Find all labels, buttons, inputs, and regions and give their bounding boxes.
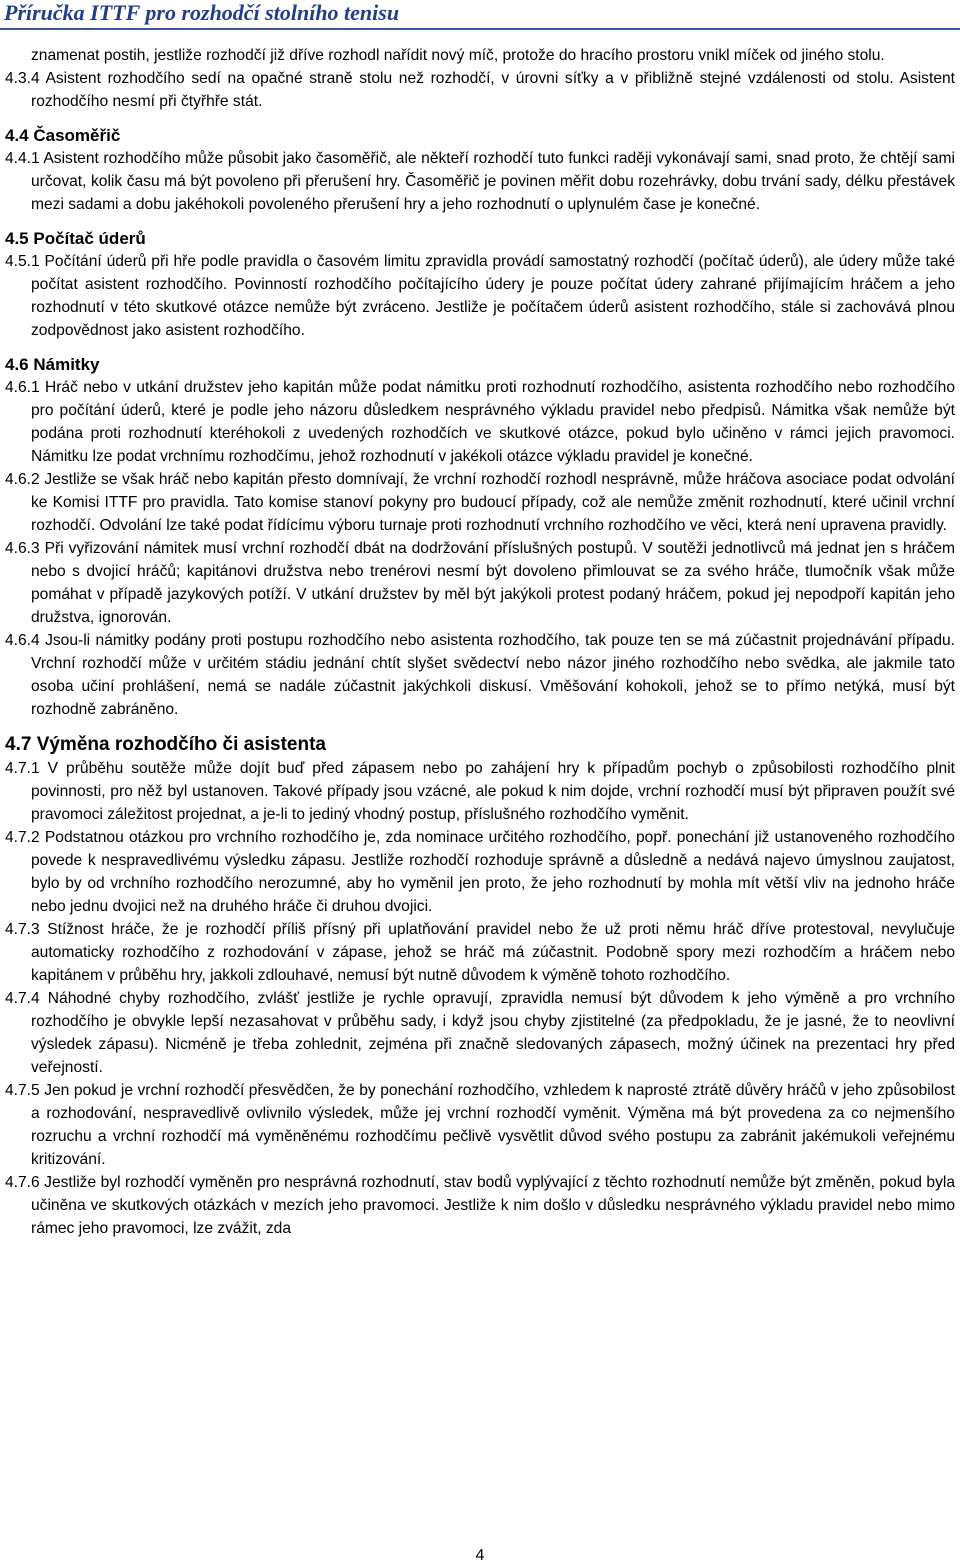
section-gap xyxy=(5,721,955,733)
paragraph: 4.7.1 V průběhu soutěže může dojít buď před zápasem nebo po zahájení hry k případům pochyb o způsobilosti rozhodčího plnit povinnosti, pro něž byl ustanoven. Takové případy jsou vzácné, ale pokud k nim dojde, vrchní rozhodčí musí být připraven použít své pravomoci záležitost projednat, a je-li to jediný vhodný postup, příslušného rozhodčího vyměnit. xyxy=(5,760,955,823)
paragraph: 4.7.2 Podstatnou otázkou pro vrchního rozhodčího je, zda nominace určitého rozhodčího, popř. ponechání již ustanoveného rozhodčího povede k nespravedlivému výsledku zápasu. Jestliže rozhodčí rozhoduje správně a důsledně a nedává najevo úmyslnou zaujatost, bylo by od vrchního rozhodčího nerozumné, aby ho vyměnil jen proto, že jeho rozhodnutí by mohla mít větší vliv na jednoho hráče nebo jednu dvojici než na druhého hráče či druhou dvojici. xyxy=(5,829,955,915)
paragraph: 4.6.1 Hráč nebo v utkání družstev jeho kapitán může podat námitku proti rozhodnutí rozhodčího, asistenta rozhodčího nebo rozhodčího pro počítání úderů, které je podle jeho názoru důsledkem nesprávného výkladu pravidel nebo předpisů. Námitka však nemůže být podána proti rozhodnutí kteréhokoli z uvedených rozhodčích ve skutkové otázce, pokud bylo učiněno v rámci jejich pravomoci. Námitku lze podat vrchnímu rozhodčímu, jehož rozhodnutí v jakékoli otázce výkladu pravidel je konečné. xyxy=(5,379,955,465)
section-gap xyxy=(5,113,955,125)
paragraph: 4.7.6 Jestliže byl rozhodčí vyměněn pro nesprávná rozhodnutí, stav bodů vyplývající z těchto rozhodnutí nemůže být změněn, pokud byla učiněna ve skutkových otázkách v mezích jeho pravomoci. Jestliže k nim došlo v důsledku nesprávného výkladu pravidel nebo mimo rámec jeho pravomoci, lze zvážit, zda xyxy=(5,1174,955,1237)
paragraph: 4.7.3 Stížnost hráče, že je rozhodčí příliš přísný při uplatňování pravidel nebo že už proti němu hráč dříve protestoval, nevylučuje automaticky rozhodčího z rozhodování v zápase, jehož se hráč má zúčastnit. Podobně spory mezi rozhodčím a hráčem nebo kapitánem v průběhu hry, jakkoli zdlouhavé, nemusí být nutně důvodem k výměně tohoto rozhodčího. xyxy=(5,921,955,984)
paragraph: 4.6.2 Jestliže se však hráč nebo kapitán přesto domnívají, že vrchní rozhodčí rozhodl nesprávně, může hráčova asociace podat odvolání ke Komisi ITTF pro pravidla. Tato komise stanoví pokyny pro budoucí případy, což ale nemůže změnit rozhodnutí, které učinil vrchní rozhodčí. Odvolání lze také podat řídícímu výboru turnaje proti rozhodnutí vrchního rozhodčího ve věci, která není upravena pravidly. xyxy=(5,471,955,534)
header-title: Příručka ITTF pro rozhodčí stolního tenisu xyxy=(4,0,400,25)
section-gap xyxy=(5,216,955,228)
header-rule xyxy=(0,28,960,30)
paragraph: 4.5.1 Počítání úderů při hře podle pravidla o časovém limitu zpravidla provádí samostatný rozhodčí (počítač úderů), ale údery může také počítat asistent rozhodčího. Povinností rozhodčího počítajícího údery je pouze počítat údery zahrané přijímajícím hráčem a jeho rozhodnutí v této skutkové otázce nemůže být zvráceno. Jestliže je počítačem úderů asistent rozhodčího, stále si zachovává plnou zodpovědnost jako asistent rozhodčího. xyxy=(5,253,955,339)
continued-paragraph: znamenat postih, jestliže rozhodčí již dříve rozhodl nařídit nový míč, protože do hracího prostoru vnikl míček od jiného stolu. xyxy=(31,47,885,64)
paragraph: 4.6.4 Jsou-li námitky podány proti postupu rozhodčího nebo asistenta rozhodčího, tak pouze ten se má zúčastnit projednávání případu. Vrchní rozhodčí může v určitém stádiu jednání chtít slyšet svědectví nebo názor jiného rozhodčího nebo svědka, ale jakmile tato osoba učiní prohlášení, nemá se nadále zúčastnit jakýchkoli diskusí. Vměšování kohokoli, jehož se to přímo netýká, musí být rozhodně zabráněno. xyxy=(5,632,955,718)
page-number: 4 xyxy=(475,1547,485,1564)
paragraph: 4.7.5 Jen pokud je vrchní rozhodčí přesvědčen, že by ponechání rozhodčího, vzhledem k naprosté ztrátě důvěry hráčů v jeho způsobilost a rozhodování, nespravedlivě ovlivnilo výsledek, může jej vrchní rozhodčí vyměnit. Výměna má být provedena za co nejmenšího rozruchu a vrchní rozhodčí má vyměněnému rozhodčímu pečlivě vysvětlit důvod svého postupu za zabránit jakémukoli veřejnému kritizování. xyxy=(5,1082,955,1168)
document-header xyxy=(4,0,956,30)
paragraph: 4.4.1 Asistent rozhodčího může působit jako časoměřič, ale někteří rozhodčí tuto funkci raději vykonávají sami, snad proto, že chtějí sami určovat, kolik času má být povoleno při přerušení hry. Časoměřič je povinen měřit dobu rozehrávky, dobu trvání sady, délku přestávek mezi sadami a dobu jakéhokoli povoleného přerušení hry a jeho rozhodnutí o uplynulém čase je konečné. xyxy=(5,150,955,213)
section-heading: 4.4 Časoměřič xyxy=(5,126,121,145)
paragraph: 4.7.4 Náhodné chyby rozhodčího, zvlášť jestliže je rychle opravují, zpravidla nemusí být důvodem k jeho výměně a pro vrchního rozhodčího je obvykle lepší nezasahovat v průběhu sady, i když jsou chyby zjistitelné (za předpokladu, že je jasné, že to neovlivní výsledek zápasu). Nicméně je třeba zohlednit, zejména při značně sledovaných zápasech, možný účinek na prezentaci hry před veřejností. xyxy=(5,990,955,1076)
section-gap xyxy=(5,342,955,354)
document-body xyxy=(5,44,955,1240)
section-heading: 4.7 Výměna rozhodčího či asistenta xyxy=(5,734,326,755)
section-heading: 4.6 Námitky xyxy=(5,355,100,374)
section-heading: 4.5 Počítač úderů xyxy=(5,229,146,248)
paragraph: 4.6.3 Při vyřizování námitek musí vrchní rozhodčí dbát na dodržování příslušných postupů. V soutěži jednotlivců má jednat jen s hráčem nebo s dvojicí hráčů; kapitánovi družstva nebo trenérovi nesmí být dovoleno přimlouvat se za svého hráče, tlumočník však může pomáhat v případě jazykových potíží. V utkání družstev by měl být jakýkoli protest podaný hráčem, pokud jej nepodpoří kapitán jeho družstva, ignorován. xyxy=(5,540,955,626)
paragraph: 4.3.4 Asistent rozhodčího sedí na opačné straně stolu než rozhodčí, v úrovni síťky a v přibližně stejné vzdálenosti od stolu. Asistent rozhodčího nesmí při čtyřhře stát. xyxy=(5,70,955,110)
